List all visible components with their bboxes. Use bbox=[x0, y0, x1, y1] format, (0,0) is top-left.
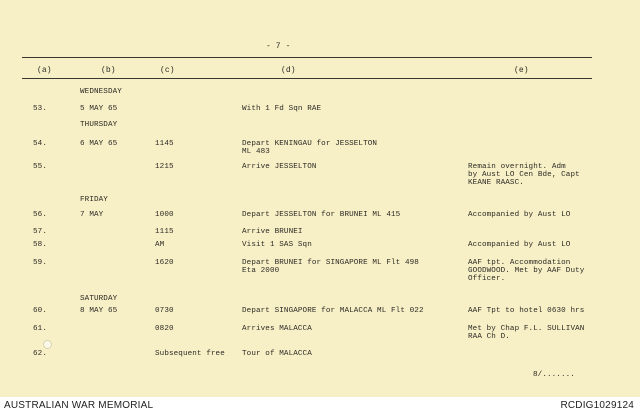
entry-date: 8 MAY 65 bbox=[80, 307, 118, 315]
entry-details-line: Arrive JESSELTON bbox=[242, 163, 317, 171]
entry-time: 1145 bbox=[155, 140, 174, 148]
entry-date: 6 MAY 65 bbox=[80, 140, 118, 148]
column-header-b: (b) bbox=[101, 66, 116, 75]
continuation-marker: 8/....... bbox=[533, 371, 575, 379]
entry-remarks-line: Met by Chap F.L. SULLIVAN bbox=[468, 325, 585, 333]
entry-time: 1620 bbox=[155, 259, 174, 267]
archive-footer bbox=[0, 397, 640, 415]
entry-details-line: Eta 2000 bbox=[242, 267, 280, 275]
page-number: - 7 - bbox=[266, 42, 291, 51]
header-rule-top bbox=[22, 57, 592, 58]
entry-time: 0820 bbox=[155, 325, 174, 333]
entry-details-line: Depart BRUNEI for SINGAPORE ML Flt 498 bbox=[242, 259, 419, 267]
column-header-e: (e) bbox=[514, 66, 529, 75]
entry-details-line: Depart KENINGAU for JESSELTON bbox=[242, 140, 378, 148]
entry-remarks-line: GOODWOOD. Met by AAF Duty bbox=[468, 267, 585, 275]
entry-details-line: Arrive BRUNEI bbox=[242, 228, 303, 236]
entry-remarks-line: Remain overnight. Adm bbox=[468, 163, 566, 171]
entry-number: 56. bbox=[33, 211, 47, 219]
day-label: SATURDAY bbox=[80, 295, 118, 303]
entry-details-line: Depart SINGAPORE for MALACCA ML Flt 022 bbox=[242, 307, 424, 315]
entry-time: Subsequent free bbox=[155, 350, 225, 358]
entry-remarks-line: RAA Ch D. bbox=[468, 333, 510, 341]
entry-number: 58. bbox=[33, 241, 47, 249]
footer-record-id: RCDIG1029124 bbox=[560, 400, 634, 411]
entry-remarks-line: AAF Tpt to hotel 0630 hrs bbox=[468, 307, 585, 315]
entry-date: 5 MAY 65 bbox=[80, 105, 118, 113]
entry-number: 61. bbox=[33, 325, 47, 333]
entry-remarks-line: Accompanied by Aust LO bbox=[468, 241, 571, 249]
column-header-a: (a) bbox=[37, 66, 52, 75]
column-header-d: (d) bbox=[281, 66, 296, 75]
entry-number: 57. bbox=[33, 228, 47, 236]
entry-remarks-line: KEANE RAASC. bbox=[468, 179, 524, 187]
entry-remarks-line: Officer. bbox=[468, 275, 506, 283]
entry-time: 1215 bbox=[155, 163, 174, 171]
entry-number: 55. bbox=[33, 163, 47, 171]
entry-details-line: Visit 1 SAS Sqn bbox=[242, 241, 312, 249]
entry-details-line: ML 483 bbox=[242, 148, 270, 156]
header-rule-bottom bbox=[22, 78, 592, 79]
column-header-c: (c) bbox=[160, 66, 175, 75]
entry-remarks-line: Accompanied by Aust LO bbox=[468, 211, 571, 219]
entry-number: 59. bbox=[33, 259, 47, 267]
punch-hole bbox=[43, 340, 52, 349]
entry-date: 7 MAY bbox=[80, 211, 104, 219]
entry-remarks-line: AAF tpt. Accommodation bbox=[468, 259, 571, 267]
day-label: WEDNESDAY bbox=[80, 88, 122, 96]
footer-archive-name: AUSTRALIAN WAR MEMORIAL bbox=[4, 400, 154, 411]
entry-number: 62. bbox=[33, 350, 47, 358]
entry-number: 60. bbox=[33, 307, 47, 315]
entry-details-line: Depart JESSELTON for BRUNEI ML 415 bbox=[242, 211, 401, 219]
entry-details-line: Arrives MALACCA bbox=[242, 325, 312, 333]
day-label: FRIDAY bbox=[80, 196, 108, 204]
entry-number: 54. bbox=[33, 140, 47, 148]
entry-remarks-line: by Aust LO Cen Bde, Capt bbox=[468, 171, 580, 179]
entry-details-line: Tour of MALACCA bbox=[242, 350, 312, 358]
entry-time: 0730 bbox=[155, 307, 174, 315]
entry-time: AM bbox=[155, 241, 165, 249]
entry-time: 1000 bbox=[155, 211, 174, 219]
entry-number: 53. bbox=[33, 105, 47, 113]
entry-time: 1115 bbox=[155, 228, 174, 236]
day-label: THURSDAY bbox=[80, 121, 118, 129]
entry-details-line: With 1 Fd Sqn RAE bbox=[242, 105, 322, 113]
